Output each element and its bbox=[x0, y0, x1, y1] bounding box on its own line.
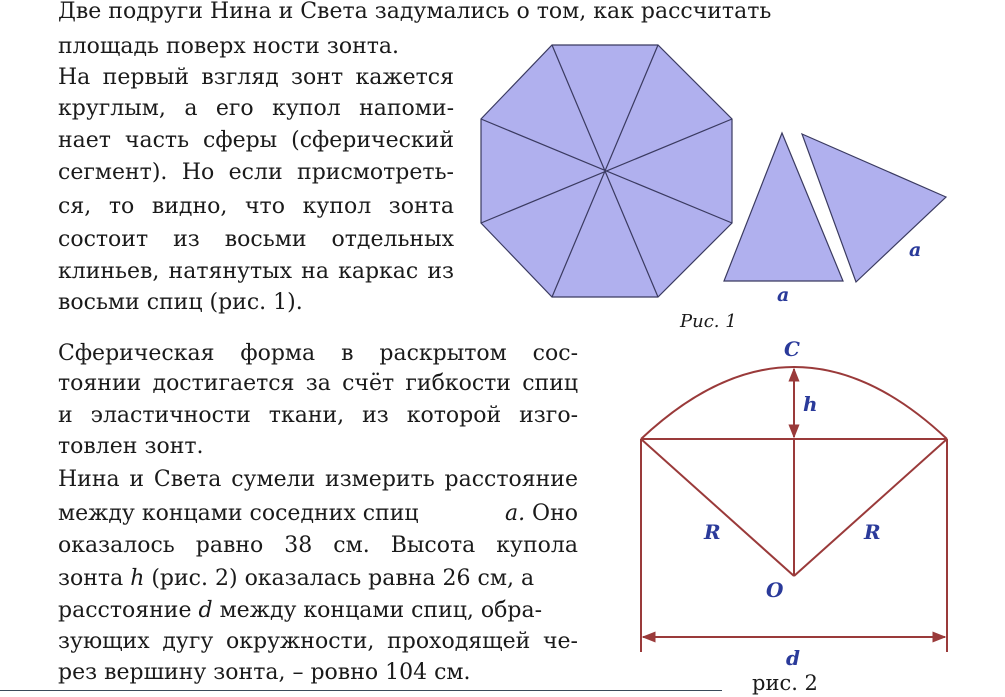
label-R-left: R bbox=[704, 520, 721, 544]
text-segment: между концами соседних спиц bbox=[58, 501, 419, 526]
text-line: круглым, а его купол напоми- bbox=[58, 96, 454, 121]
text-line: рез вершину зонта, – ровно 104 см. bbox=[58, 660, 471, 685]
label-C: C bbox=[784, 337, 800, 361]
text-line: восьми спиц (рис. 1). bbox=[58, 290, 303, 315]
radius-right bbox=[794, 439, 947, 576]
text-line: площадь поверх ности зонта. bbox=[58, 34, 400, 59]
text-line: Сферическая форма в раскрытом сос- bbox=[58, 341, 578, 366]
label-a-side: a bbox=[909, 239, 922, 261]
text-line: Нина и Света сумели измерить расстояние bbox=[58, 467, 578, 492]
variable-a: a. bbox=[504, 501, 526, 526]
text-segment: между концами спиц, обра- bbox=[212, 598, 543, 623]
text-line: На первый взгляд зонт кажется bbox=[58, 65, 454, 90]
text-line: сегмент). Но если присмотреть- bbox=[58, 160, 454, 185]
text-line: Две подруги Нина и Света задумались о том, как рассчитать bbox=[58, 0, 772, 24]
text-line: состоит из восьми отдельных bbox=[58, 227, 454, 252]
label-R-right: R bbox=[864, 520, 881, 544]
text-line: и эластичности ткани, из которой изго- bbox=[58, 403, 578, 428]
text-line: ся, то видно, что купол зонта bbox=[58, 194, 454, 219]
text-line: клиньев, натянутых на каркас из bbox=[58, 259, 454, 284]
variable-h: h bbox=[130, 566, 145, 591]
label-d: d bbox=[786, 646, 800, 670]
text-line: оказалось равно 38 см. Высота купола bbox=[58, 533, 578, 558]
variable-d: d bbox=[198, 598, 213, 623]
label-a-bottom: a bbox=[777, 284, 790, 306]
text-line: тоянии достигается за счёт гибкости спиц bbox=[58, 371, 578, 396]
text-line: нает часть сферы (сферический bbox=[58, 128, 454, 153]
text-segment: зонта bbox=[58, 566, 131, 591]
bottom-rule bbox=[0, 690, 722, 691]
radius-left bbox=[641, 439, 794, 576]
text-segment: Оно bbox=[525, 501, 578, 526]
text-line: товлен зонт. bbox=[58, 434, 204, 459]
text-segment: (рис. 2) оказалась равна 26 см, а bbox=[144, 566, 535, 591]
label-h: h bbox=[803, 392, 818, 416]
label-O: O bbox=[766, 578, 784, 602]
text-line: зующих дугу окружности, проходящей че- bbox=[58, 629, 578, 654]
figure-1-caption: Рис. 1 bbox=[680, 311, 737, 332]
text-segment: расстояние bbox=[58, 598, 199, 623]
figure-2-caption: рис. 2 bbox=[752, 671, 818, 695]
